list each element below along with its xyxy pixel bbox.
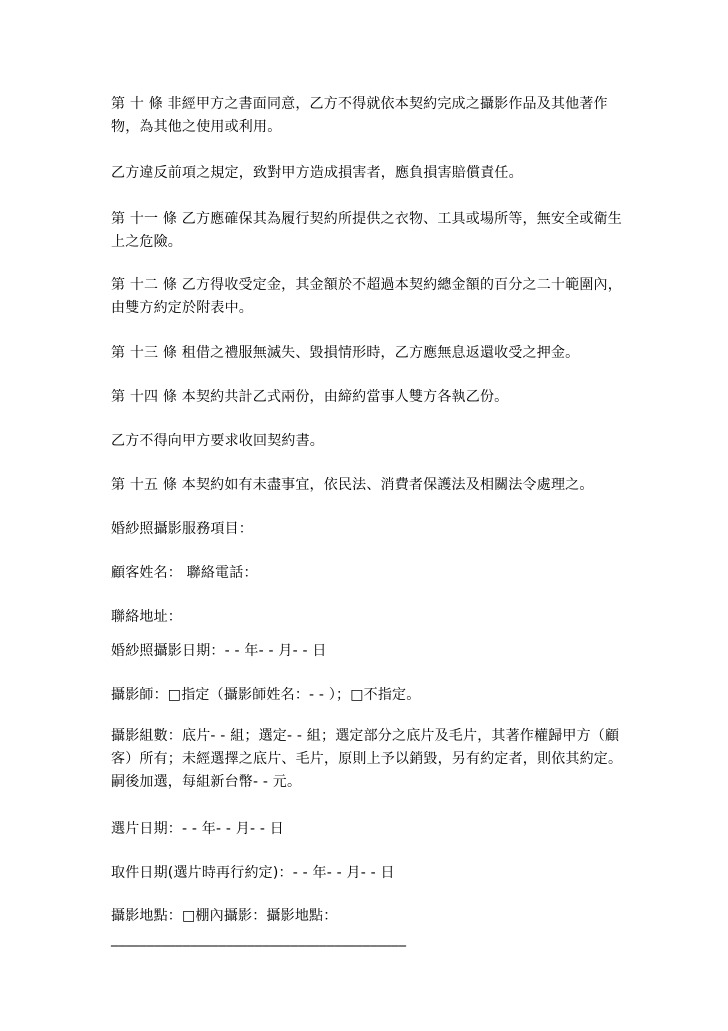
selection-date-field: 選片日期：- - 年- - 月- - 日 <box>111 821 285 837</box>
pickup-date-field: 取件日期(選片時再行約定)：- - 年- - 月- - 日 <box>111 865 395 881</box>
contact-address-field: 聯絡地址： <box>111 609 182 625</box>
article-11-paragraph: 第 十一 條 乙方應確保其為履行契約所提供之衣物、工具或場所等，無安全或衛生上之危險。 <box>111 211 622 250</box>
article-10-paragraph: 第 十 條 非經甲方之書面同意，乙方不得就依本契約完成之攝影作品及其他著作物，為其他之使用或利用。 <box>111 96 608 135</box>
customer-name-phone-field: 顧客姓名： 聯絡電話： <box>111 565 258 581</box>
photo-sets-paragraph: 攝影組數：底片- - 組；選定- - 組；選定部分之底片及毛片，其著作權歸甲方（顧客）所有；未經選擇之底片、毛片，原則上予以銷毀，另有約定者，則依其約定。嗣後加選，每組新台幣- - 元。 <box>111 728 623 790</box>
service-items-heading: 婚紗照攝影服務項目： <box>111 521 253 537</box>
shooting-date-field: 婚紗照攝影日期：- - 年- - 月- - 日 <box>111 643 327 659</box>
shooting-location-field: 攝影地點：□棚內攝影：攝影地點：_________________________________________ <box>111 908 407 947</box>
article-14-paragraph: 第 十四 條 本契約共計乙式兩份，由締約當事人雙方各執乙份。 <box>111 389 509 405</box>
article-13-paragraph: 第 十三 條 租借之禮服無滅失、毀損情形時，乙方應無息返還收受之押金。 <box>111 345 580 361</box>
photographer-field: 攝影師：□指定（攝影師姓名：- - ）；□不指定。 <box>111 687 421 703</box>
article-15-paragraph: 第 十五 條 本契約如有未盡事宜，依民法、消費者保護法及相關法令處理之。 <box>111 477 594 493</box>
article-14-clause-2-paragraph: 乙方不得向甲方要求收回契約書。 <box>111 433 324 449</box>
article-10-clause-2-paragraph: 乙方違反前項之規定，致對甲方造成損害者，應負損害賠償責任。 <box>111 165 523 181</box>
article-12-paragraph: 第 十二 條 乙方得收受定金，其金額於不超過本契約總金額的百分之二十範圍內，由雙方約定於附表中。 <box>111 277 622 316</box>
